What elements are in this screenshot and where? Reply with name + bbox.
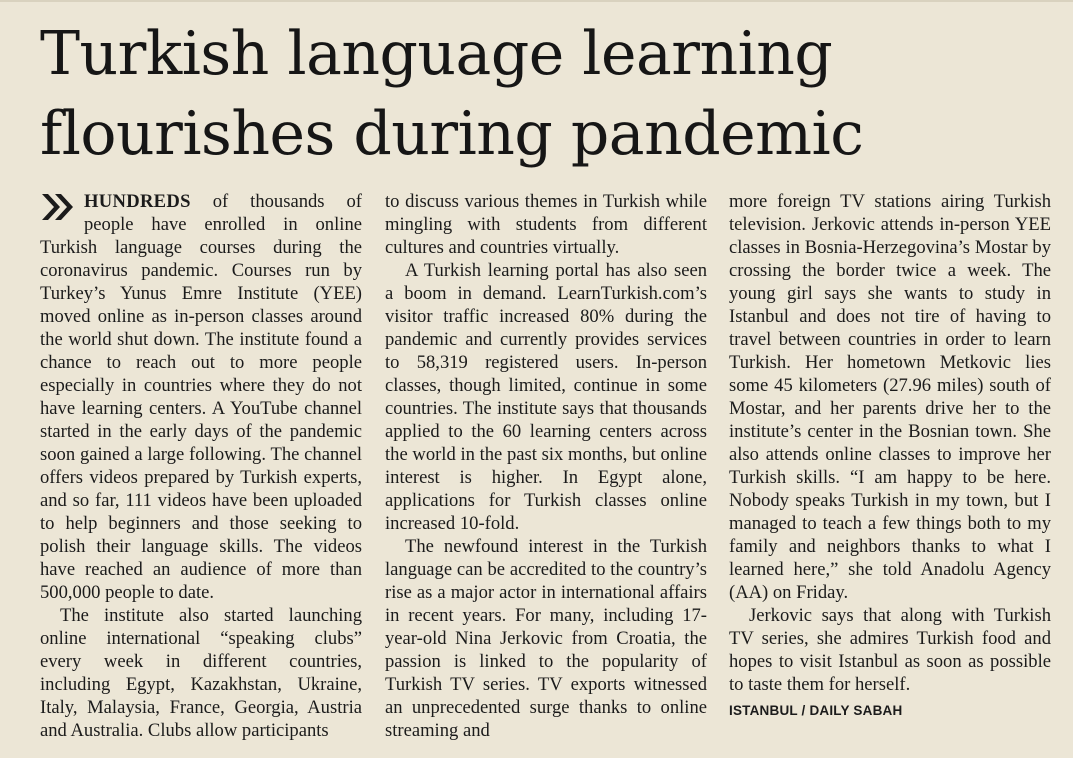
paragraph-2: The institute also started launching online international “speaking clubs” every week in different countries, including Egypt, Kazakhstan, Ukraine, Italy, Malaysia, France, Georgia, Austria and Australia. Clubs allow participants [40,605,362,741]
article-column-1 [40,190,362,742]
paragraph-3: to discuss various themes in Turkish while mingling with students from different cultures and countries virtually. [385,191,707,258]
paragraph-1 [40,190,362,604]
lead-word: HUNDREDS [84,191,191,212]
top-rule [0,0,1073,2]
article-column-3 [729,190,1051,722]
headline-line-2: flourishes during pandemic [40,99,864,169]
paragraph-6: more foreign TV stations airing Turkish television. Jerkovic attends in-person YEE classes in Bosnia-Herzegovina’s Mostar by crossing the border twice a week. The young girl says she wants to study in Istanbul and does not tire of having to travel between countries in order to learn Turkish. Her hometown Metkovic lies some 45 kilometers (27.96 miles) south of Mostar, and her parents drive her to the institute’s center in the Bosnian town. She also attends online classes to improve her Turkish skills. “I am happy to be here. Nobody speaks Turkish in my town, but I managed to teach a few things both to my family and neighbors thanks to what I learned here,” she told Anadolu Agency (AA) on Friday. [729,191,1051,603]
paragraph-4: A Turkish learning portal has also seen a boom in demand. LearnTurkish.com’s visitor traffic increased 80% during the pandemic and currently provides services to 58,319 registered users. In-person classes, though limited, continue in some countries. The institute says that thousands applied to the 60 learning centers across the world in the past six months, but online interest is higher. In Egypt alone, applications for Turkish classes online increased 10-fold. [385,260,707,534]
paragraph-5: The newfound interest in the Turkish language can be accredited to the country’s rise as a major actor in international affairs in recent years. For many, including 17-year-old Nina Jerkovic from Croatia, the passion is linked to the popularity of Turkish TV series. TV exports witnessed an unprecedented surge thanks to online streaming and [385,536,707,741]
paragraph-1-text: of thousands of people have enrolled in online Turkish language courses during the coronavirus pandemic. Courses run by Turkey’s Yunus Emre Institute (YEE) moved online as in-person classes around the world shut down. The institute found a chance to reach out to more people especially in countries where they do not have learning centers. A YouTube channel started in the early days of the pandemic soon gained a large following. The channel offers videos prepared by Turkish experts, and so far, 111 videos have been uploaded to help beginners and those seeking to polish their language skills. The videos have reached an audience of more than 500,000 people to date. [40,191,362,603]
headline-line-1: Turkish language learning [40,19,833,89]
double-chevron-right-icon [40,192,78,236]
headline [40,14,1040,174]
dateline: ISTANBUL / DAILY SABAH [729,703,903,718]
paragraph-7: Jerkovic says that along with Turkish TV series, she admires Turkish food and hopes to visit Istanbul as soon as possible to taste them for herself. [729,605,1051,695]
article-column-2 [385,190,707,742]
